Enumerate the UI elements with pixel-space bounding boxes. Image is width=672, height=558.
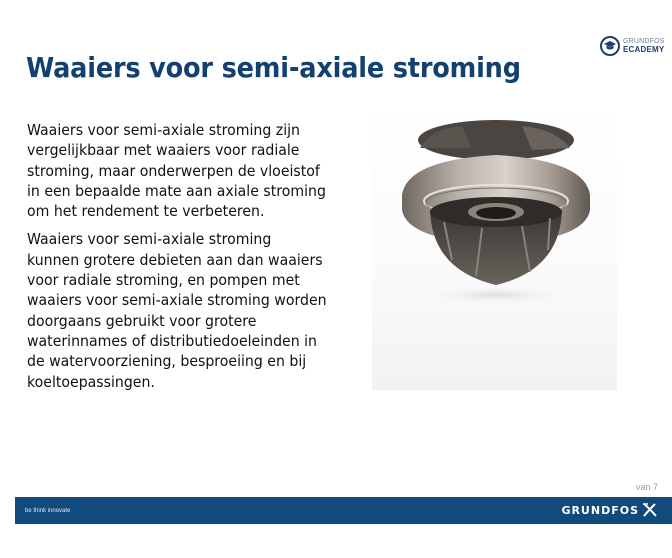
footer-band xyxy=(15,497,672,524)
impeller-image xyxy=(372,100,617,390)
logo-line-2: ECADEMY xyxy=(623,45,665,54)
logo-line-1: GRUNDFOS xyxy=(623,38,665,45)
grundfos-x-icon xyxy=(642,503,658,517)
paragraph-1: Waaiers voor semi-axiale stroming zijn vergelijkbaar met waaiers voor radiale stroming, maar onderwerpen de vloeistof in een bepaalde mate aan axiale stroming om het rendement te verbeteren. xyxy=(27,121,326,221)
brand-name: GRUNDFOS xyxy=(561,503,639,517)
graduation-cap-icon xyxy=(600,36,620,56)
grundfos-logo xyxy=(561,503,658,517)
paragraph-2: Waaiers voor semi-axiale stroming kunnen grotere debieten aan dan waaiers voor radiale stroming, en pompen met waaiers voor semi-axiale stroming worden doorgaans gebruikt voor grotere waterinnames of distributiedoeleinden in de watervoorziening, besproeiing en bij koeltoepassingen. xyxy=(27,230,327,391)
page-number: van 7 xyxy=(636,482,659,492)
slide-body xyxy=(27,120,328,400)
impeller-illustration xyxy=(372,100,617,390)
slide-title: Waaiers voor semi-axiale stroming xyxy=(26,52,521,84)
tagline: be think innovate xyxy=(25,508,71,514)
grundfos-ecademy-logo xyxy=(600,36,665,56)
